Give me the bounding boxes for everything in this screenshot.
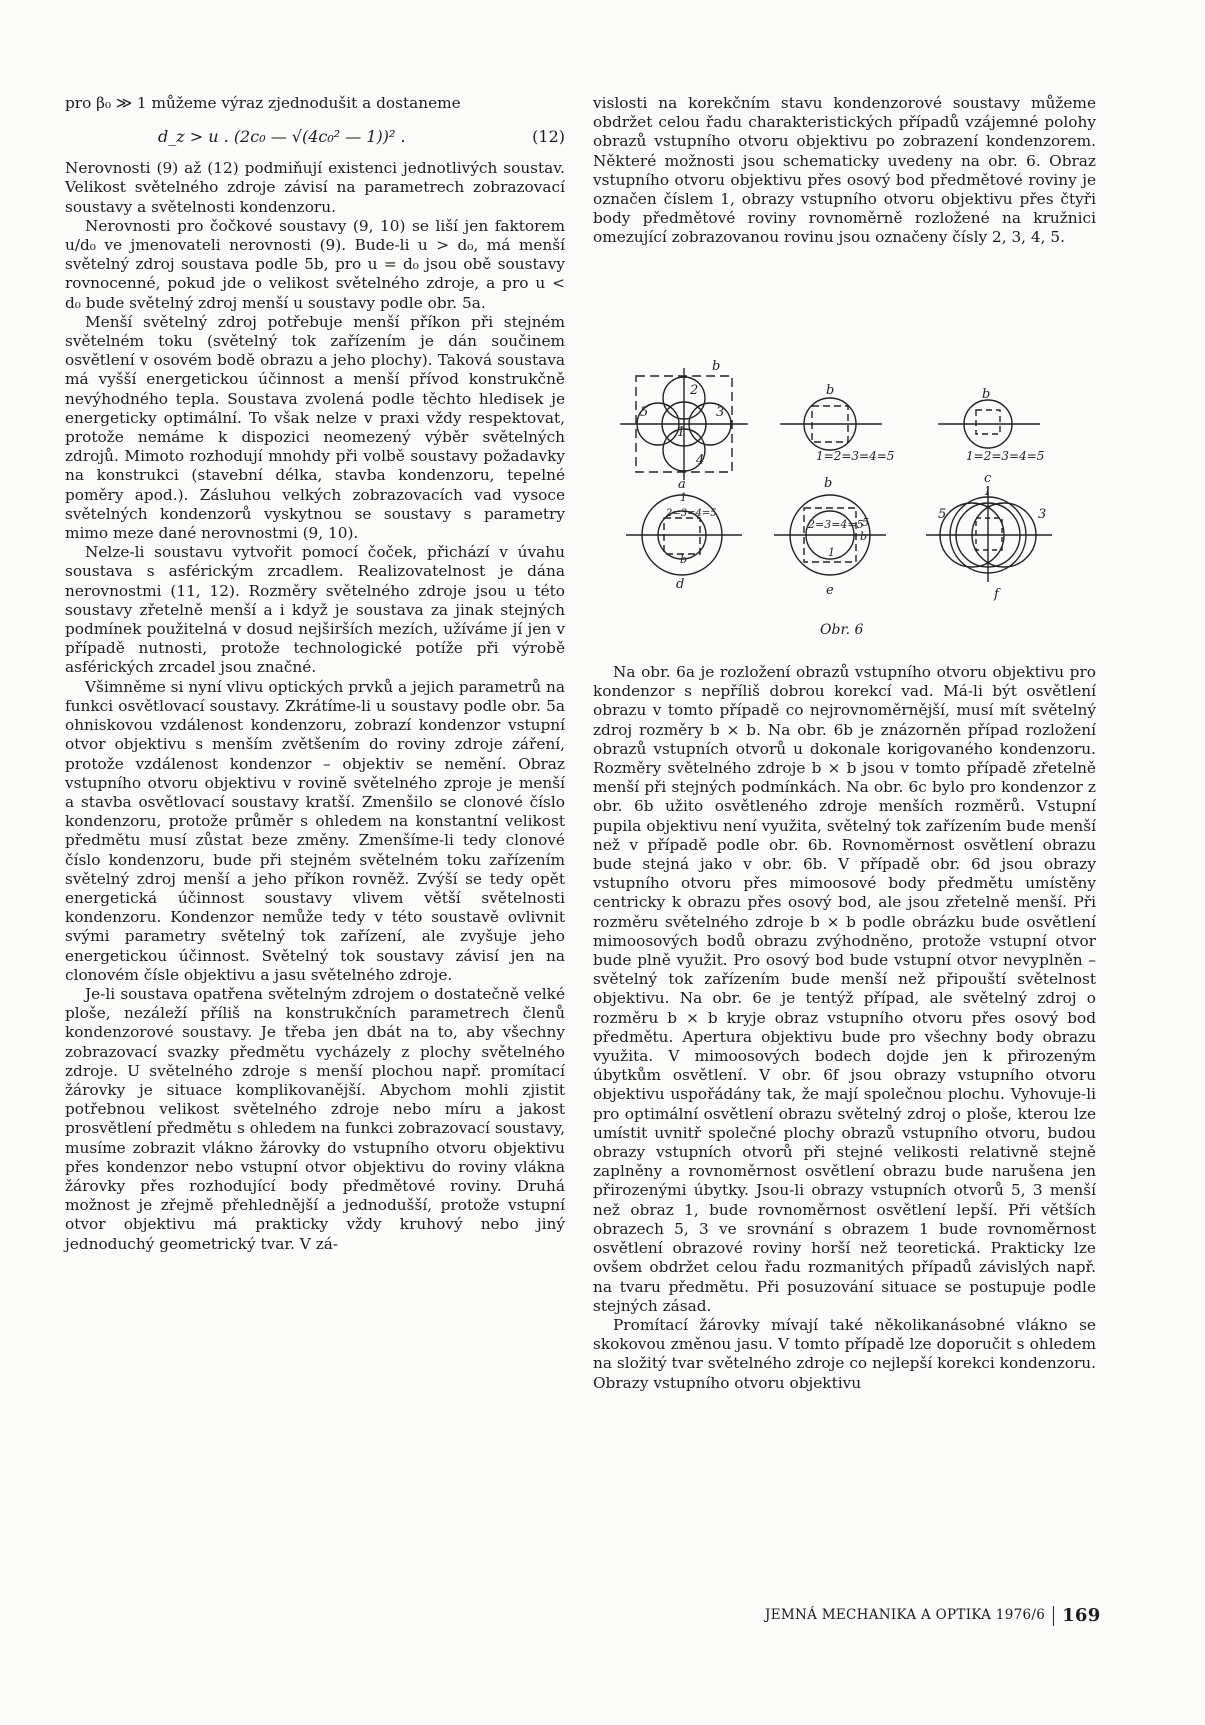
label-b-top: b [712,359,721,374]
label-3-f: 3 [1038,507,1047,522]
journal-name: JEMNÁ MECHANIKA A OPTIKA 1976/6 [765,1607,1046,1623]
label-1: 1 [677,425,686,440]
paragraph: Na obr. 6a je rozložení obrazů vstupního otvoru objektivu pro kondenzor s nepříliš dobrou korekcí vad. Má-li být osvětlení obrazu v tomto případě co nejrovnoměrnější, musí mít světelný zdroj rozměry b × b. Na obr. 6b je znázorněn případ rozložení obrazů vstupních otvorů u dokonale korigovaného kondenzoru. Rozměry světelného zdroje b × b jsou v tomto případě zřetelně menší při stejných podmínkách. Na obr. 6c bylo pro kondenzor z obr. 6b užito osvětleného zdroje menších rozměrů. Vstupní pupila objektivu není využita, světelný tok zařízením bude menší než v případě podle obr. 6b. Rovnoměrnost osvětlení obrazu bude stejná jako v obr. 6b. V případě obr. 6d jsou obrazy vstupního otvoru přes mimoosové body předmětu umístěny centricky k obrazu přes osový bod, ale jsou zřetelně menší. Při rozměru světelného zdroje b × b podle obrázku bude osvětlení mimoosových bodů obrazu zvýhodněno, protože vstupní otvor bude plně využit. Pro osový bod bude vstupní otvor nevyplněn – světelný tok zařízením bude menší než připouští světelnost objektivu. Na obr. 6e je tentýž případ, ale světelný zdroj o rozměru b × b kryje obraz vstupního otvoru přes osový bod předmětu. Apertura objektivu bude pro všechny body obrazu využita. V mimoosových bodech dojde jen k přirozeným úbytkům osvětlení. V obr. 6f jsou obrazy vstupního otvoru objektivu uspořádány tak, že mají společnou plochu. Vyhovuje-li pro optimální osvětlení obrazu světelný zdroj o ploše, kterou lze umístit uvnitř společné plochy obrazů vstupního otvoru, budou obrazy vstupních otvorů při stejné velikosti relativně stejně zaplněny a rovnoměrnost osvětlení obrazu bude narušena jen přirozenými úbytky. Jsou-li obrazy vstupních otvorů 5, 3 menší než obraz 1, bude rovnoměrnost osvětlení lepší. Při větších obrazech 5, 3 ve srovnání s obrazem 1 bude rovnoměrnost osvětlení obrazové roviny horší než teoretická. Prakticky lze ovšem obdržet celou řadu rozmanitých případů závislých např. na tvaru předmětu. Při posuzování situace se postupuje podle stejných zásad. [593,663,1096,1315]
label-3: 3 [716,405,725,420]
panel-c [938,400,1040,448]
paragraph: Je-li soustava opatřena světelným zdrojem o dostatečně velké ploše, nezáleží příliš na konstrukčních parametrech členů kondenzorové soustavy. Je třeba jen dbát na to, aby všechny zobrazovací svazky předmětu vycházely z plochy světelného zdroje. U světelného zdroje s menší plochou např. promítací žárovky je situace komplikovanější. Abychom mohli zjistit potřebnou velikost světelného zdroje nebo míru a jakost prosvětlení předmětu s ohledem na funkci zobrazovací soustavy, musíme zobrazit vlákno žárovky do vstupního otvoru objektivu přes kondenzor nebo vstupní otvor objektivu do roviny vlákna žárovky přes rozhodující body předmětové roviny. Druhá možnost je zřejmě přehlednější a jednodušší, protože vstupní otvor objektivu má prakticky vždy kruhový nebo jiný jednoduchý geometrický tvar. V zá- [65,984,565,1253]
label-b-panel-c: b [982,387,991,402]
label-5-e: 5 [862,516,869,529]
label-5: 5 [640,405,649,420]
label-a: a [678,477,686,492]
label-b-e-side: b [860,530,868,543]
label-1-e: 1 [828,546,835,559]
label-f: f [994,587,999,602]
equation-number: (12) [532,127,565,147]
label-inner-d: 2=3=4=5 [666,508,717,519]
page-footer [765,1605,1101,1626]
panel-a [620,368,748,480]
label-4: 4 [696,453,705,468]
paragraph: vislosti na korekčním stavu kondenzorové soustavy můžeme obdržet celou řadu charakteristických případů vzájemné polohy obrazů vstupního otvoru objektivu po zobrazení kondenzorem. Některé možnosti jsou schematicky uvedeny na obr. 6. Obraz vstupního otvoru objektivu přes osový bod předmětové roviny je označen číslem 1, obrazy vstupního otvoru objektivu přes čtyři body předmětové roviny rovnoměrně rozložené na kružnici omezující zobrazovanou rovinu jsou označeny čísly 2, 3, 4, 5. [593,94,1096,247]
label-b-e: b [824,476,833,491]
label-e: e [826,583,834,598]
right-column-top [593,94,1096,248]
label-b-panel-b: b [826,383,835,398]
intro-line: pro β₀ ≫ 1 můžeme výraz zjednodušit a dostaneme [65,94,461,112]
label-eq-b: 1=2=3=4=5 [816,449,895,463]
footer-separator [1053,1606,1054,1626]
label-2: 2 [690,383,699,398]
page-number: 169 [1062,1605,1101,1626]
label-d: d [676,577,685,592]
left-column [65,94,565,1254]
label-eq-c: 1=2=3=4=5 [966,449,1045,463]
right-column-bottom [593,663,1096,1393]
equation-expression: d_z > u . (2c₀ — √(4c₀² — 1))² . [158,127,406,147]
figure-caption: Obr. 6 [820,622,864,638]
panel-b [780,398,882,450]
label-5-f: 5 [938,507,947,522]
label-1-d: 1 [680,491,687,504]
label-1-f: 1 [984,485,991,498]
figure-6-diagram [620,358,1090,636]
paragraph: Nerovnosti pro čočkové soustavy (9, 10) se liší jen faktorem u/d₀ ve jmenovateli nerovnosti (9). Bude-li u > d₀, má menší světelný zdroj soustava podle 5b, pro u = d₀ jsou obě soustavy rovnocenné, pokud jde o velikost světelného zdroje, a pro u < d₀ bude světelný zdroj menší u soustavy podle obr. 5a. [65,216,565,312]
paragraph: Promítací žárovky mívají také několikanásobné vlákno se skokovou změnou jasu. V tomto případě lze doporučit s ohledem na složitý tvar světelného zdroje co nejlepší korekci kondenzoru. Obrazy vstupního otvoru objektivu [593,1315,1096,1392]
paragraph: Nerovnosti (9) až (12) podmiňují existenci jednotlivých soustav. Velikost světelného zdroje závisí na parametrech zobrazovací soustavy a světelnosti kondenzoru. [65,159,565,216]
paragraph: Nelze-li soustavu vytvořit pomocí čoček, přichází v úvahu soustava s asférickým zrcadlem. Realizovatelnost je dána nerovnostmi (11, 12). Rozměry světelného zdroje jsou u této soustavy zřetelně menší a i když je soustava za jinak stejných podmínek použitelná v dosud nejširších mezích, užíváme jí jen v případě nutnosti, protože technologické potíže při výrobě asférických zrcadel jsou značné. [65,543,565,677]
panel-f [926,486,1052,582]
paragraph: Všimněme si nyní vlivu optických prvků a jejich parametrů na funkci osvětlovací soustavy. Zkrátíme-li u soustavy podle obr. 5a ohniskovou vzdálenost kondenzoru, zobrazí kondenzor vstupní otvor objektivu s menším zvětšením do roviny zdroje záření, protože vzdálenost kondenzor – objektiv se nemění. Obraz vstupního otvoru objektivu v rovině světelného zproje je menší a stavba osvětlovací soustavy kratší. Zmenšilo se clonové číslo kondenzoru, protože průměr s ohledem na konstantní velikost předmětu musí zůstat beze změny. Zmenšíme-li tedy clonové číslo kondenzoru, bude při stejném světelném toku zařízením světelný zdroj menší a jeho příkon rovněž. Zvýší se tedy opět energetická účinnost soustavy vlivem větší světelnosti kondenzoru. Kondenzor nemůže tedy v této soustavě ovlivnit svými parametry světelný tok zařízení, ale zvyšuje jeho energetickou účinnost. Světelný tok soustavy závisí jen na clonovém čísle objektivu a jasu světelného zdroje. [65,677,565,984]
equation-12 [65,115,565,159]
label-c: c [984,471,992,486]
label-b-d: b [680,553,688,566]
paragraph: Menší světelný zdroj potřebuje menší příkon při stejném světelném toku (světelný tok zařízením je dán součinem osvětlení v osovém bodě obrazu a jeho plochy). Taková soustava má vyšší energetickou účinnost a menší přívod konstrukčně nevýhodného tepla. Soustava zvolená podle těchto hledisek je energeticky optimální. To však nelze v praxi vždy respektovat, protože nemáme k dispozici neomezený výběr světelných zdrojů. Mimoto rozhodují mnohdy při volbě soustavy požadavky na konstrukci (stavební délka, stavba kondenzoru, tepelné poměry apod.). Zásluhou velkých zobrazovacích vad vysoce světelných kondenzorů vyskytnou se soustavy s parametry mimo meze dané nerovnostmi (9, 10). [65,312,565,543]
panel-e [774,495,886,575]
label-inner-e: 2=3=4=5 [808,518,864,531]
